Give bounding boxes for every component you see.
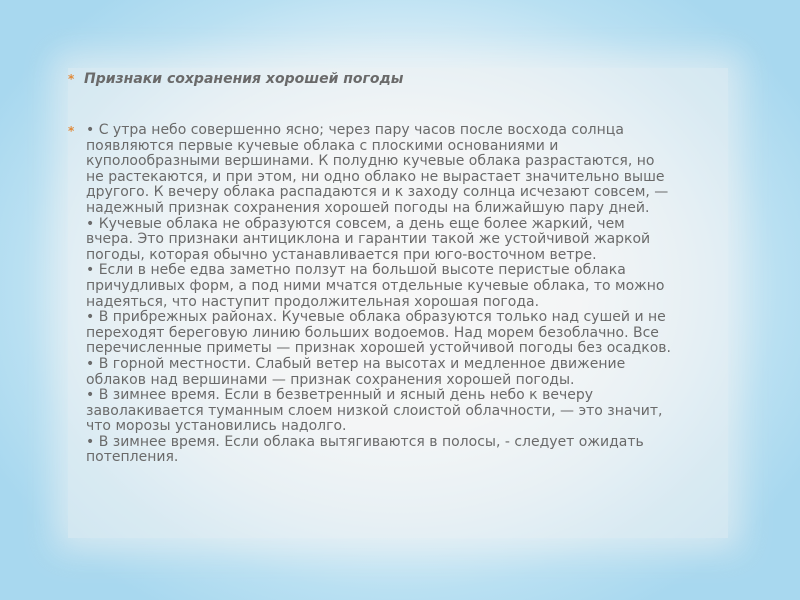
body-line: • В зимнее время. Если в безветренный и ясный день небо к вечеру <box>86 387 594 404</box>
body-line: • Если в небе едва заметно ползут на большой высоте перистые облака <box>86 262 626 279</box>
body-line: куполообразными вершинами. К полудню кучевые облака разрастаются, но <box>86 153 655 170</box>
bullet-asterisk-icon: * <box>68 72 75 86</box>
slide-content <box>68 68 728 538</box>
body-line: что морозы установились надолго. <box>86 418 347 435</box>
body-line: другого. К вечеру облака распадаются и к заходу солнца исчезают совсем, — <box>86 184 669 201</box>
body-line: появляются первые кучевые облака с плоскими основаниями и <box>86 137 559 154</box>
bullet-asterisk-icon: * <box>68 124 75 138</box>
body-line: • С утра небо совершенно ясно; через пару часов после восхода солнца <box>86 122 624 138</box>
body-line: заволакивается туманным слоем низкой слоистой облачности, — это значит, <box>86 402 663 419</box>
body-line: • В зимнее время. Если облака вытягиваются в полосы, - следует ожидать <box>86 433 644 450</box>
body-line: • Кучевые облака не образуются совсем, а день еще более жаркий, чем <box>86 215 625 232</box>
body-line: надежный признак сохранения хорошей погоды на ближайшую пару дней. <box>86 199 650 216</box>
body-line: перечисленные приметы — признак хорошей устойчивой погоды без осадков. <box>86 340 671 357</box>
body-line: потепления. <box>86 449 179 466</box>
body-line: • В прибрежных районах. Кучевые облака образуются только над сушей и не <box>86 309 666 326</box>
body-text <box>86 123 726 466</box>
body-line: причудливых форм, а под ними мчатся отдельные кучевые облака, то можно <box>86 277 665 294</box>
body-line: облаков над вершинами — признак сохранения хорошей погоды. <box>86 371 575 388</box>
slide-heading: Признаки сохранения хорошей погоды <box>84 71 404 87</box>
body-line: погоды, которая обычно устанавливается при юго-восточном ветре. <box>86 246 597 263</box>
body-line: переходят береговую линию больших водоемов. Над морем безоблачно. Все <box>86 324 659 341</box>
body-line: • В горной местности. Слабый ветер на высотах и медленное движение <box>86 355 626 372</box>
body-line: не растекаются, и при этом, ни одно облако не вырастает значительно выше <box>86 168 665 185</box>
body-line: надеяться, что наступит продолжительная хорошая погода. <box>86 293 540 310</box>
body-line: вчера. Это признаки антициклона и гарантии такой же устойчивой жаркой <box>86 231 651 248</box>
